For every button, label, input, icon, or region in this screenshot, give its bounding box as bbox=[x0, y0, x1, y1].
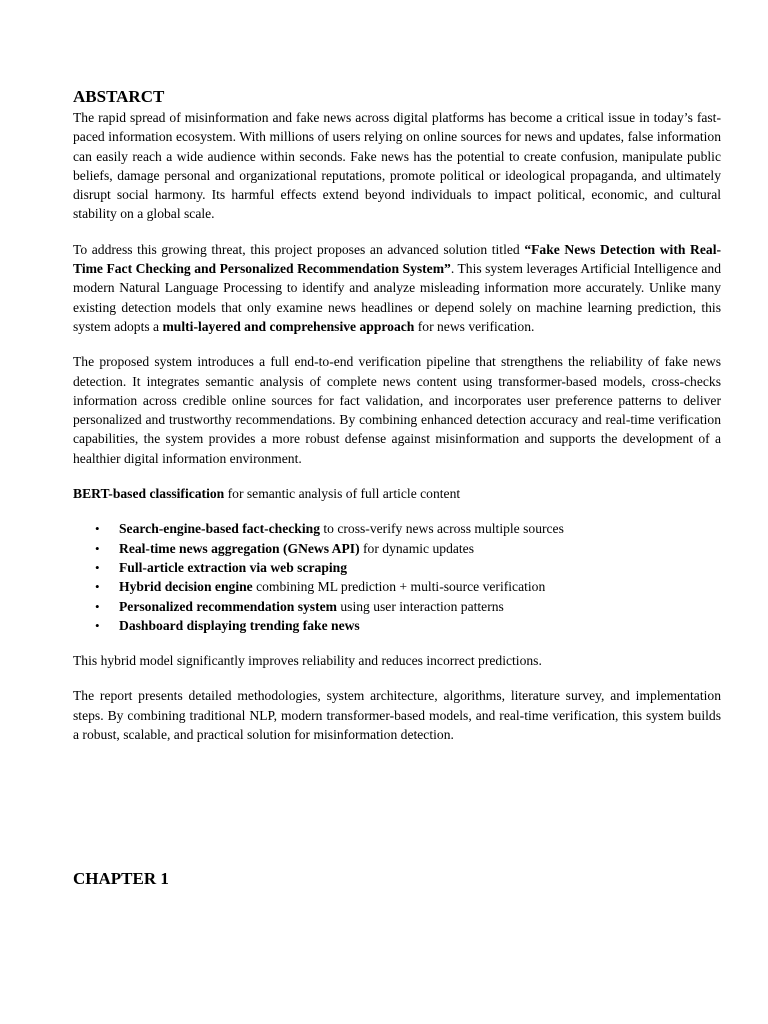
list-item bbox=[73, 539, 721, 558]
feature-name: Search-engine-based fact-checking bbox=[119, 521, 320, 537]
list-item bbox=[73, 519, 721, 538]
feature-name: Real-time news aggregation (GNews API) bbox=[119, 540, 360, 556]
abstract-paragraph-2 bbox=[73, 240, 721, 336]
chapter-heading: CHAPTER 1 bbox=[73, 869, 169, 889]
bert-description: for semantic analysis of full article content bbox=[224, 486, 461, 502]
bullet-icon: • bbox=[95, 521, 100, 537]
feature-name: Dashboard displaying trending fake news bbox=[119, 617, 360, 633]
p2-intro: To address this growing threat, this project proposes an advanced solution titled bbox=[73, 241, 525, 257]
approach-phrase: multi-layered and comprehensive approach bbox=[162, 318, 415, 334]
feature-description: to cross-verify news across multiple sources bbox=[320, 521, 564, 537]
bullet-icon: • bbox=[95, 559, 100, 575]
list-item bbox=[73, 616, 721, 635]
feature-description: using user interaction patterns bbox=[336, 598, 504, 614]
feature-name: Full-article extraction via web scraping bbox=[119, 559, 348, 575]
list-item bbox=[73, 558, 721, 577]
abstract-heading: ABSTARCT bbox=[73, 87, 165, 106]
p2-end: for news verification. bbox=[414, 318, 535, 334]
feature-description: combining ML prediction + multi-source verification bbox=[252, 579, 546, 595]
abstract-paragraph-4 bbox=[73, 484, 721, 503]
abstract-paragraph-5: This hybrid model significantly improves reliability and reduces incorrect predictions. bbox=[73, 653, 542, 669]
bert-classification: BERT-based classification bbox=[73, 486, 225, 502]
bullet-icon: • bbox=[95, 540, 100, 556]
feature-name: Hybrid decision engine bbox=[119, 579, 253, 595]
document-page bbox=[73, 86, 721, 890]
bullet-icon: • bbox=[95, 617, 100, 633]
abstract-paragraph-1: The rapid spread of misinformation and fake news across digital platforms has become a critical issue in today’s fast-paced information ecosystem. With millions of users relying on online sources for news and updates, false information can easily reach a wide audience within seconds. Fake news has the potential to create confusion, manipulate public beliefs, damage personal and organizational reputations, promote political or ideological propaganda, and ultimately disrupt social harmony. Its harmful effects extend beyond individuals to impact political, economic, and cultural stability on a global scale. bbox=[73, 110, 721, 222]
page-spacer bbox=[73, 760, 721, 868]
feature-list bbox=[73, 519, 721, 635]
list-item bbox=[73, 597, 721, 616]
feature-name: Personalized recommendation system bbox=[119, 598, 337, 614]
abstract-paragraph-3: The proposed system introduces a full end-to-end verification pipeline that strengthens the reliability of fake news detection. It integrates semantic analysis of complete news content using transformer-based models, cross-checks information across credible online sources for fact validation, and incorporates user preference patterns to deliver personalized and trustworthy recommendations. By combining enhanced detection accuracy and real-time verification capabilities, the system provides a more robust defense against misinformation and supports the development of a healthier digital information environment. bbox=[73, 354, 721, 466]
p2-middle: . This system leverages Artificial Intelligence and modern Natural Language Processing to identify and analyze misleading information more accurately. Unlike many existing detection models that only examine news headlines or depend solely on machine learning prediction, this system adopts a bbox=[73, 261, 722, 334]
bullet-icon: • bbox=[95, 579, 100, 595]
abstract-paragraph-6: The report presents detailed methodologies, system architecture, algorithms, literature survey, and implementation steps. By combining traditional NLP, modern transformer-based models, and real-time verification, this system builds a robust, scalable, and practical solution for misinformation detection. bbox=[73, 688, 721, 743]
feature-description: for dynamic updates bbox=[359, 540, 475, 556]
project-title: “Fake News Detection with Real-Time Fact Checking and Personalized Recommendation System” bbox=[73, 241, 721, 277]
list-item bbox=[73, 577, 721, 596]
bullet-icon: • bbox=[95, 598, 100, 614]
